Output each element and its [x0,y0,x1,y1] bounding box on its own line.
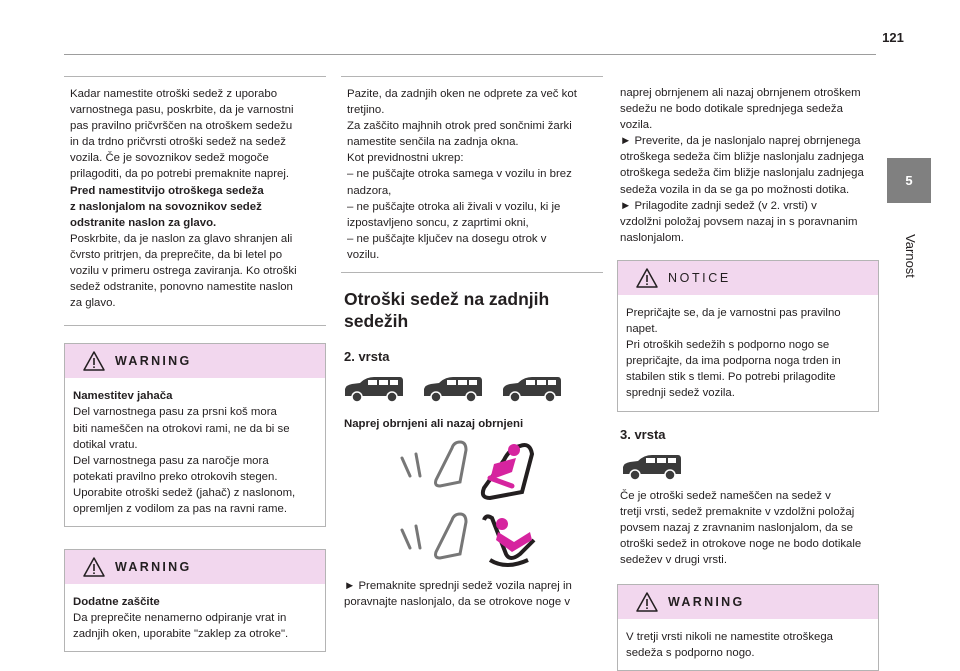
warning-title: WARNING [115,560,192,575]
windows-paragraph: Pazite, da zadnjih oken ne odprete za več kot tretjino. Za zaščito majhnih otrok pred sončnimi žarki namestite senčila na zadnja okna. Kot previdnostni ukrep: – ne puščajte otroka samega v vozilu in brez nadzora, – ne puščajte otroka ali živali v vozilu, ki je izpostavljeno soncu, z zaprtimi okni, – ne puščajte ključev na dosegu otrok v vozilu. [347,88,577,261]
seat-adjust-paragraph: naprej obrnjenem ali nazaj obrnjenem otroškem sedežu ne bodo dotikale sprednjega sedeža vozila. ► Preverite, da je naslonjalo naprej obrnjenega otroškega sedeža čim bližje naslonjalu zadnjega otroškega sedeža čim bližje naslonjalu zadnjega sedeža vozila in da se ga po možnosti dotika. ► Prilagodite zadnji sedež (v 2. vrsti) v vzdolžni položaj povsem nazaj in s poravnanim naslonjalom. [620,87,864,244]
row-3-title: 3. vrsta [620,426,666,442]
warning-header [65,344,325,378]
headrest-note: Pred namestitvijo otroškega sedeža z naslonjalom na sovoznikov sedež odstranite naslon za glavo. [70,184,264,229]
column-3 [617,76,879,671]
row-2-car-icons [342,374,600,404]
chapter-tab[interactable]: 5 [887,158,931,203]
column-2 [341,76,603,610]
warning-triangle-icon [83,351,105,371]
warning-title: WARNING [115,354,192,369]
warning-triangle-icon [636,592,658,612]
notice-header [618,261,878,295]
warning-box-booster [64,343,326,527]
warning-triangle-icon [636,268,658,288]
warning-box-third-row [617,584,879,671]
warning-title: WARNING [668,594,745,609]
notice-title: NOTICE [668,270,731,285]
car-side-icon [500,374,564,404]
chapter-title: Varnost [903,234,918,278]
warning-header [65,550,325,584]
warning-box-child-lock [64,549,326,652]
page-number: 121 [882,30,904,45]
header-rule [64,54,876,55]
column-1 [64,76,326,652]
child-seat-forward-icon [402,442,532,498]
row-2-subtitle: Naprej obrnjeni ali nazaj obrnjeni [344,418,524,431]
section-title: Otroški sedež na zadnjih sedežih [344,289,550,332]
warning-text: Del varnostnega pasu za prsni koš mora biti nameščen na otrokovi rami, ne da bi se dotikal vratu. Del varnostnega pasu za naročje mora potekati pravilno preko otrokovih stegen. Uporabite otroški sedež (jahač) z naslonom, opremljen z vodilom za pas na ravni rame. [73,406,296,515]
warning-subtitle: Namestitev jahača [73,390,173,403]
row-3-paragraph: Če je otroški sedež nameščen na sedež v tretji vrsti, sedež premaknite v vzdolžni položaj povsem nazaj z zravnanim naslonjalom, da se otroški sedež in otrokove noge ne bodo dotikale sedežev v drugi vrsti. [620,489,862,566]
column-1-divider [64,325,326,326]
car-side-icon [620,452,684,482]
warning-text: V tretji vrsti nikoli ne namestite otroškega sedeža s podporno nogo. [626,630,834,660]
car-side-icon [342,374,406,404]
child-seat-rearward-icon [402,514,534,565]
row-2-title: 2. vrsta [344,349,390,365]
headrest-paragraph: Poskrbite, da je naslon za glavo shranjen ali čvrsto pritrjen, da preprečite, da bi letel po vozilu v primeru ostrega zaviranja. Ko otroški sedež odstranite, ponovno namestite naslon za glavo. [70,232,297,310]
warning-triangle-icon [83,557,105,577]
car-side-icon [421,374,485,404]
move-seat-instruction: ► Premaknite sprednji sedež vozila naprej in poravnajte naslonjalo, da se otrokove noge v [344,580,572,609]
warning-header [618,585,878,619]
child-seat-illustration [394,438,554,570]
warning-text: Da preprečite nenamerno odpiranje vrat in zadnjih oken, uporabite "zaklep za otroke". [73,612,289,641]
notice-box [617,260,879,412]
warning-subtitle: Dodatne zaščite [73,596,160,609]
intro-paragraph: Kadar namestite otroški sedež z uporabo varnostnega pasu, poskrbite, da je varnostni pas pravilno pričvrščen na otroškem sedežu in da trdno pričvrsti otroški sedež na sedež vozila. Če je sovoznikov sedež mogoče prilagoditi, da po potrebi premaknite naprej. [70,88,294,181]
notice-text: Prepričajte se, da je varnostni pas pravilno napet. Pri otroških sedežih s podporno nogo se prepričajte, da ima podporna noga trden in stabilen stik s tlemi. Po potrebi prilagodite sprednji sedež vozila. [626,306,841,400]
